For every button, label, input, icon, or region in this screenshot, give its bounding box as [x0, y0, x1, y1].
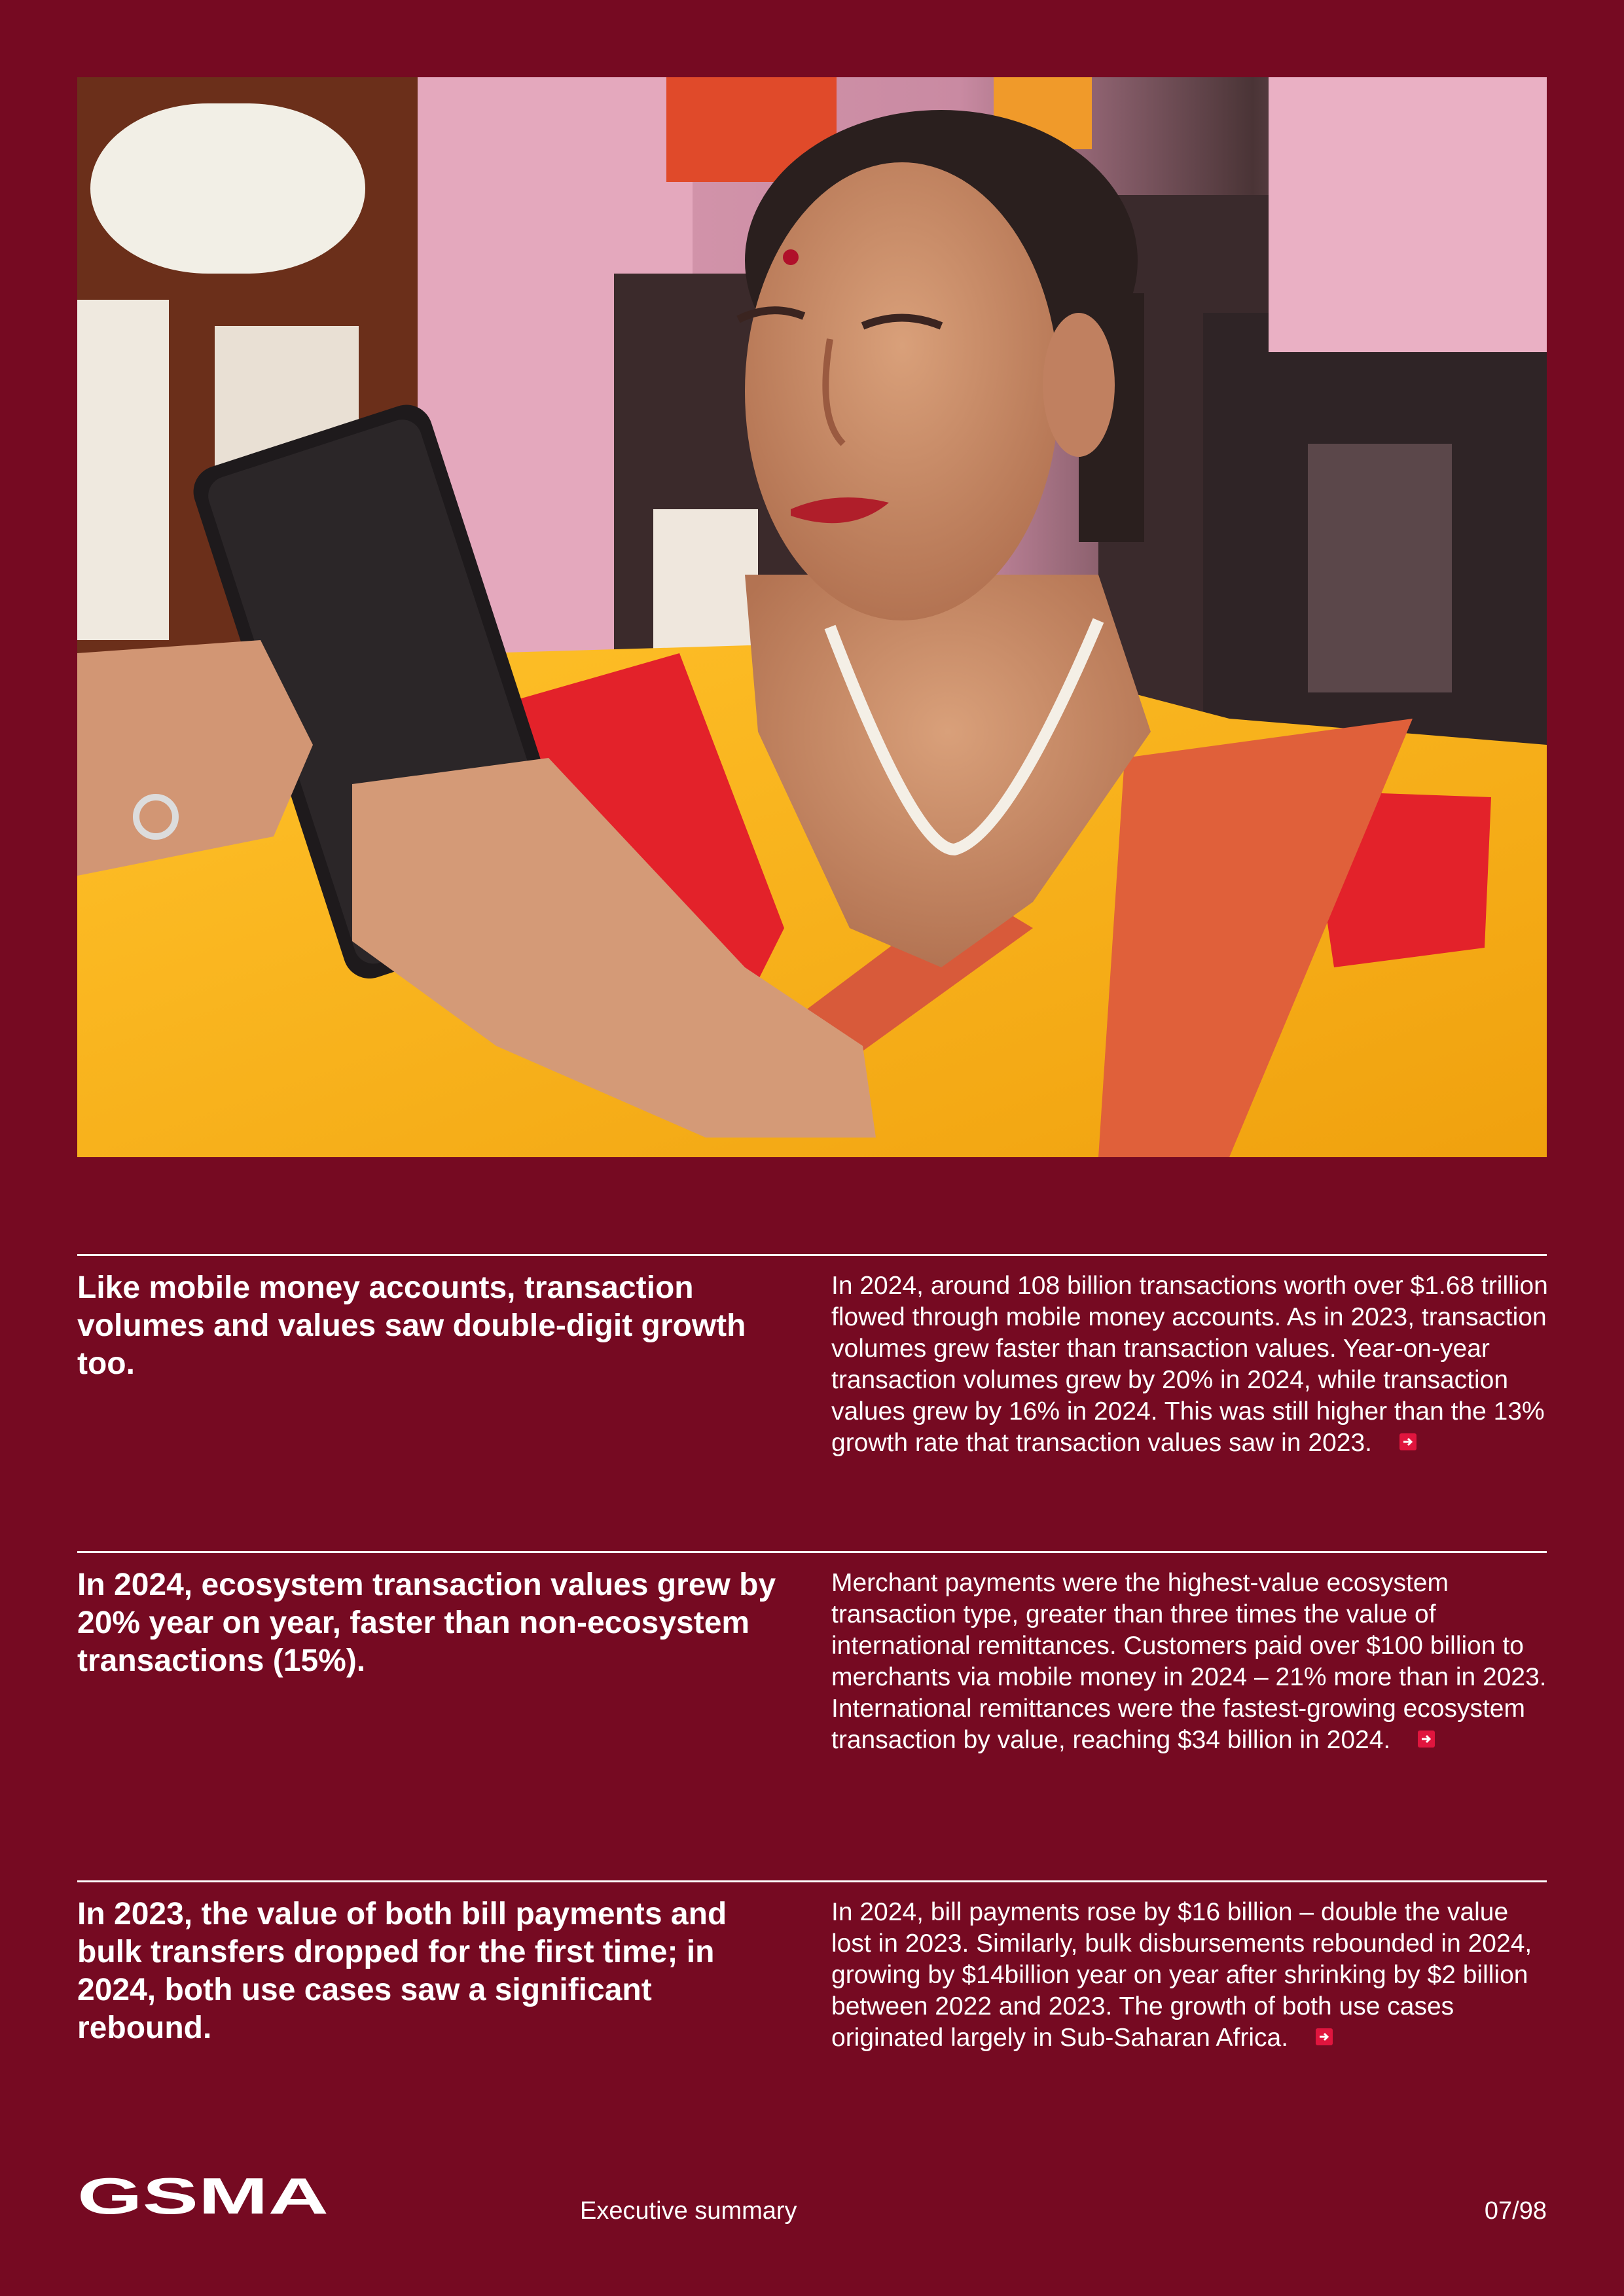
page-number: 07/98: [1484, 2197, 1547, 2225]
section-row-1: [77, 1254, 1548, 1457]
section-body: [831, 1568, 1548, 1756]
footer-section-title: Executive summary: [580, 2197, 797, 2225]
section-body-text: Merchant payments were the highest-value ecosystem transaction type, greater than three times the value of international remittances. Customers paid over $100 billion to merchants via mobile money in 2024 – 21% more than in 2023. International remittances were the fastest-growing ecosystem transaction by value, reaching $34 billion in 2024.: [831, 1569, 1547, 1754]
section-headline: In 2023, the value of both bill payments and bulk transfers dropped for the first time; in 2024, both use cases saw a significant rebound.: [77, 1897, 727, 2045]
arrow-right-icon[interactable]: [1316, 2028, 1333, 2045]
arrow-right-icon[interactable]: [1418, 1731, 1435, 1748]
section-headline: Like mobile money accounts, transaction volumes and values saw double-digit growth too.: [77, 1270, 746, 1381]
svg-text:GSMA: GSMA: [77, 2174, 329, 2219]
section-body: [831, 1270, 1548, 1459]
section-body-text: In 2024, around 108 billion transactions worth over $1.68 trillion flowed through mobile money accounts. As in 2023, transaction volumes grew faster than transaction values. Year-on-year transaction volumes grew by 20% in 2024, while transaction values grew by 16% in 2024. This was still higher than the 13% growth rate that transaction values saw in 2023.: [831, 1272, 1548, 1457]
gsma-logo[interactable]: [77, 2174, 329, 2219]
gsma-logo-icon: [77, 2174, 329, 2219]
section-body-text: In 2024, bill payments rose by $16 billion – double the value lost in 2023. Similarly, bulk disbursements rebounded in 2024, growing by $14billion year on year after shrinking by $2 billion between 2022 and 2023. The growth of both use cases originated largely in Sub-Saharan Africa.: [831, 1898, 1532, 2052]
arrow-right-icon[interactable]: [1399, 1433, 1416, 1450]
section-row-2: [77, 1551, 1547, 1754]
section-headline: In 2024, ecosystem transaction values grew by 20% year on year, faster than non-ecosystem transactions (15%).: [77, 1568, 776, 1678]
section-row-3: [77, 1880, 1547, 2052]
hero-photo: [77, 77, 1547, 1157]
section-body: [831, 1897, 1548, 2054]
woman-reading-phone-photo: [77, 77, 1547, 1157]
